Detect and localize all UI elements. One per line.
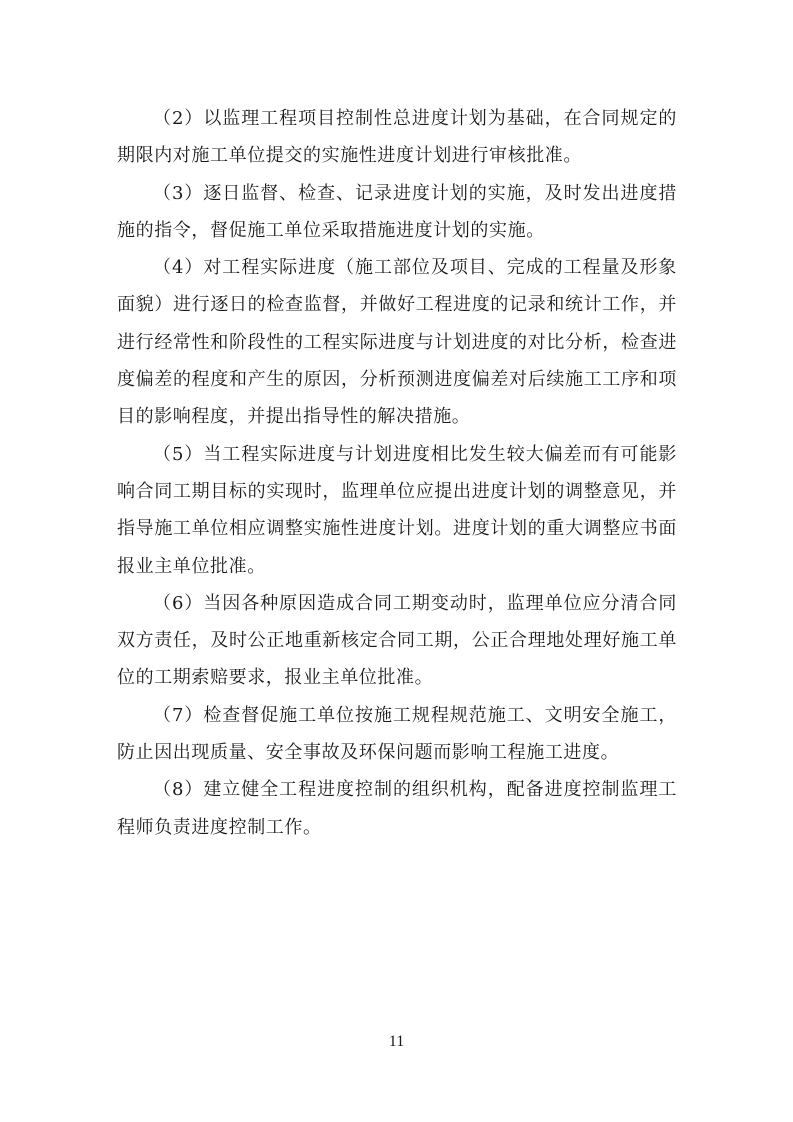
paragraph-item-4: （4）对工程实际进度（施工部位及项目、完成的工程量及形象面貌）进行逐日的检查监督，并做好工程进度的记录和统计工作，并进行经常性和阶段性的工程实际进度与计划进度的对比分析，检查进度偏差的程度和产生的原因，分析预测进度偏差对后续施工工序和项目的影响程度，并提出指导性的解决措施。 bbox=[117, 257, 677, 428]
paragraph-item-2: （2）以监理工程项目控制性总进度计划为基础，在合同规定的期限内对施工单位提交的实施性进度计划进行审核批准。 bbox=[117, 108, 677, 167]
paragraph-item-7: （7）检查督促施工单位按施工规程规范施工、文明安全施工，防止因出现质量、安全事故及环保问题而影响工程施工进度。 bbox=[117, 704, 677, 764]
paragraph-item-6: （6）当因各种原因造成合同工期变动时，监理单位应分清合同双方责任，及时公正地重新核定合同工期，公正合理地处理好施工单位的工期索赔要求，报业主单位批准。 bbox=[117, 592, 677, 689]
paragraph-item-8: （8）建立健全工程进度控制的组织机构，配备进度控制监理工程师负责进度控制工作。 bbox=[117, 779, 677, 838]
paragraph-item-3: （3）逐日监督、检查、记录进度计划的实施，及时发出进度措施的指令，督促施工单位采取措施进度计划的实施。 bbox=[117, 182, 677, 241]
document-body bbox=[117, 100, 677, 846]
paragraph-item-5: （5）当工程实际进度与计划进度相比发生较大偏差而有可能影响合同工期目标的实现时，监理单位应提出进度计划的调整意见，并指导施工单位相应调整实施性进度计划。进度计划的重大调整应书面报业主单位批准。 bbox=[117, 443, 677, 577]
page-number: 11 bbox=[388, 1033, 405, 1050]
